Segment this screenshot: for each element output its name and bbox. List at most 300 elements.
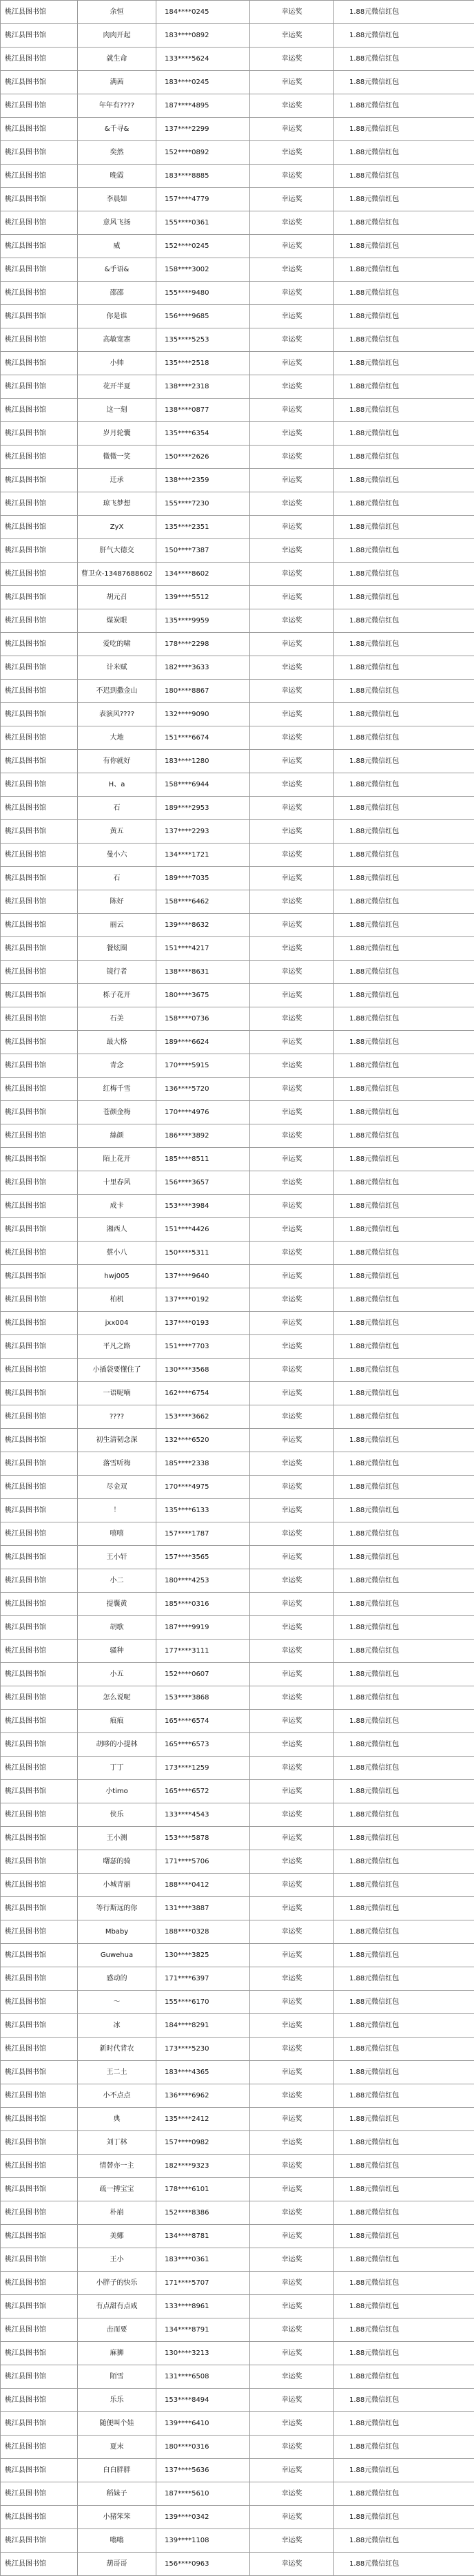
- library-cell: 桃江县图书馆: [1, 1640, 78, 1663]
- award-level-cell: 幸运奖: [250, 2459, 334, 2482]
- prize-cell: 1.88元微信红包: [334, 235, 474, 258]
- prize-cell: 1.88元微信红包: [334, 820, 474, 844]
- prize-cell: 1.88元微信红包: [334, 539, 474, 563]
- library-cell: 桃江县图书馆: [1, 2482, 78, 2506]
- nickname-cell: 小timo: [78, 1780, 156, 1803]
- library-cell: 桃江县图书馆: [1, 1476, 78, 1499]
- prize-cell: 1.88元微信红包: [334, 1476, 474, 1499]
- prize-cell: 1.88元微信红包: [334, 2108, 474, 2131]
- nickname-cell: 有点甜有点咸: [78, 2295, 156, 2318]
- nickname-cell: 等行斯远的你: [78, 1897, 156, 1920]
- phone-cell: 183****0361: [156, 2248, 250, 2272]
- table-row: [1, 469, 474, 492]
- nickname-cell: 满茜: [78, 71, 156, 94]
- phone-cell: 171****5706: [156, 1850, 250, 1874]
- award-level-cell: 幸运奖: [250, 984, 334, 1007]
- prize-cell: 1.88元微信红包: [334, 1733, 474, 1757]
- table-row: [1, 1522, 474, 1546]
- nickname-cell: 年年有????: [78, 94, 156, 118]
- phone-cell: 153****3662: [156, 1405, 250, 1429]
- prize-cell: 1.88元微信红包: [334, 2365, 474, 2389]
- library-cell: 桃江县图书馆: [1, 1429, 78, 1452]
- nickname-cell: 小胖子的快乐: [78, 2272, 156, 2295]
- prize-cell: 1.88元微信红包: [334, 1593, 474, 1616]
- table-row: [1, 94, 474, 118]
- phone-cell: 133****5624: [156, 48, 250, 71]
- prize-cell: 1.88元微信红包: [334, 2436, 474, 2459]
- award-level-cell: 幸运奖: [250, 1803, 334, 1827]
- library-cell: 桃江县图书馆: [1, 1874, 78, 1897]
- nickname-cell: ZyX: [78, 516, 156, 539]
- phone-cell: 183****0245: [156, 71, 250, 94]
- award-level-cell: 幸运奖: [250, 2342, 334, 2365]
- award-level-cell: 幸运奖: [250, 1476, 334, 1499]
- award-level-cell: 幸运奖: [250, 563, 334, 586]
- table-row: [1, 1803, 474, 1827]
- prize-cell: 1.88元微信红包: [334, 1265, 474, 1288]
- library-cell: 桃江县图书馆: [1, 1, 78, 24]
- phone-cell: 165****6572: [156, 1780, 250, 1803]
- library-cell: 桃江县图书馆: [1, 844, 78, 867]
- phone-cell: 151****6674: [156, 726, 250, 750]
- library-cell: 桃江县图书馆: [1, 24, 78, 48]
- award-level-cell: 幸运奖: [250, 2084, 334, 2108]
- table-row: [1, 516, 474, 539]
- prize-cell: 1.88元微信红包: [334, 305, 474, 328]
- library-cell: 桃江县图书馆: [1, 1967, 78, 1991]
- table-row: [1, 2436, 474, 2459]
- table-row: [1, 2506, 474, 2529]
- award-level-cell: 幸运奖: [250, 1686, 334, 1710]
- award-level-cell: 幸运奖: [250, 2553, 334, 2576]
- prize-cell: 1.88元微信红包: [334, 2248, 474, 2272]
- table-row: [1, 750, 474, 773]
- table-row: [1, 1429, 474, 1452]
- award-level-cell: 幸运奖: [250, 422, 334, 446]
- award-level-cell: 幸运奖: [250, 328, 334, 352]
- nickname-cell: 葫哥哥: [78, 2553, 156, 2576]
- library-cell: 桃江县图书馆: [1, 820, 78, 844]
- nickname-cell: 陌雪: [78, 2365, 156, 2389]
- library-cell: 桃江县图书馆: [1, 1827, 78, 1850]
- phone-cell: 131****3887: [156, 1897, 250, 1920]
- nickname-cell: 意风飞扬: [78, 211, 156, 235]
- nickname-cell: 胡歌: [78, 1616, 156, 1640]
- table-row: [1, 1382, 474, 1405]
- table-row: [1, 1733, 474, 1757]
- prize-cell: 1.88元微信红包: [334, 1920, 474, 1944]
- table-row: [1, 1640, 474, 1663]
- table-row: [1, 586, 474, 609]
- library-cell: 桃江县图书馆: [1, 399, 78, 422]
- award-level-cell: 幸运奖: [250, 235, 334, 258]
- library-cell: 桃江县图书馆: [1, 94, 78, 118]
- library-cell: 桃江县图书馆: [1, 1124, 78, 1148]
- table-row: [1, 1616, 474, 1640]
- library-cell: 桃江县图书馆: [1, 2038, 78, 2061]
- library-cell: 桃江县图书馆: [1, 1382, 78, 1405]
- nickname-cell: 晚霞: [78, 165, 156, 188]
- library-cell: 桃江县图书馆: [1, 1452, 78, 1476]
- award-level-cell: 幸运奖: [250, 1593, 334, 1616]
- phone-cell: 185****0316: [156, 1593, 250, 1616]
- nickname-cell: 有你就好: [78, 750, 156, 773]
- prize-cell: 1.88元微信红包: [334, 1007, 474, 1031]
- prize-cell: 1.88元微信红包: [334, 1967, 474, 1991]
- nickname-cell: 你是谁: [78, 305, 156, 328]
- phone-cell: 178****6101: [156, 2178, 250, 2201]
- award-level-cell: 幸运奖: [250, 1359, 334, 1382]
- phone-cell: 139****0342: [156, 2506, 250, 2529]
- nickname-cell: 稻妹子: [78, 2482, 156, 2506]
- prize-cell: 1.88元微信红包: [334, 2482, 474, 2506]
- award-level-cell: 幸运奖: [250, 820, 334, 844]
- nickname-cell: 王小轩: [78, 1546, 156, 1569]
- phone-cell: 151****4217: [156, 937, 250, 961]
- nickname-cell: 疏一搏宝宝: [78, 2178, 156, 2201]
- library-cell: 桃江县图书馆: [1, 1405, 78, 1429]
- nickname-cell: 余恒: [78, 1, 156, 24]
- phone-cell: 189****2953: [156, 797, 250, 820]
- nickname-cell: 蔡小八: [78, 1242, 156, 1265]
- nickname-cell: 嘻嘻: [78, 1522, 156, 1546]
- library-cell: 桃江县图书馆: [1, 2318, 78, 2342]
- table-row: [1, 1171, 474, 1195]
- library-cell: 桃江县图书馆: [1, 516, 78, 539]
- phone-cell: 133****4543: [156, 1803, 250, 1827]
- prize-cell: 1.88元微信红包: [334, 1359, 474, 1382]
- prize-cell: 1.88元微信红包: [334, 1827, 474, 1850]
- table-row: [1, 914, 474, 937]
- table-row: [1, 2084, 474, 2108]
- table-row: [1, 563, 474, 586]
- phone-cell: 135****2412: [156, 2108, 250, 2131]
- library-cell: 桃江县图书馆: [1, 1312, 78, 1335]
- award-level-cell: 幸运奖: [250, 1007, 334, 1031]
- phone-cell: 156****3657: [156, 1171, 250, 1195]
- table-row: [1, 2553, 474, 2576]
- phone-cell: 137****0192: [156, 1288, 250, 1312]
- award-level-cell: 幸运奖: [250, 937, 334, 961]
- phone-cell: 178****2298: [156, 633, 250, 656]
- nickname-cell: 落雪听梅: [78, 1452, 156, 1476]
- award-level-cell: 幸运奖: [250, 2272, 334, 2295]
- table-row: [1, 1897, 474, 1920]
- table-row: [1, 1124, 474, 1148]
- award-level-cell: 幸运奖: [250, 1874, 334, 1897]
- library-cell: 桃江县图书馆: [1, 586, 78, 609]
- phone-cell: 138****2318: [156, 375, 250, 399]
- phone-cell: 138****2359: [156, 469, 250, 492]
- prize-cell: 1.88元微信红包: [334, 609, 474, 633]
- phone-cell: 170****5915: [156, 1054, 250, 1078]
- award-level-cell: 幸运奖: [250, 399, 334, 422]
- nickname-cell: Guwehua: [78, 1944, 156, 1967]
- library-cell: 桃江县图书馆: [1, 703, 78, 726]
- prize-cell: 1.88元微信红包: [334, 844, 474, 867]
- prize-cell: 1.88元微信红包: [334, 797, 474, 820]
- phone-cell: 158****6944: [156, 773, 250, 797]
- table-row: [1, 2108, 474, 2131]
- phone-cell: 187****9919: [156, 1616, 250, 1640]
- nickname-cell: 邵邵: [78, 282, 156, 305]
- table-row: [1, 1405, 474, 1429]
- nickname-cell: 小猪笨笨: [78, 2506, 156, 2529]
- nickname-cell: 小帅: [78, 352, 156, 375]
- nickname-cell: 栎子花开: [78, 984, 156, 1007]
- table-row: [1, 258, 474, 282]
- library-cell: 桃江县图书馆: [1, 1850, 78, 1874]
- phone-cell: 183****4365: [156, 2061, 250, 2084]
- award-level-cell: 幸运奖: [250, 680, 334, 703]
- library-cell: 桃江县图书馆: [1, 2131, 78, 2155]
- library-cell: 桃江县图书馆: [1, 2459, 78, 2482]
- award-level-cell: 幸运奖: [250, 539, 334, 563]
- prize-cell: 1.88元微信红包: [334, 1757, 474, 1780]
- table-row: [1, 820, 474, 844]
- table-row: [1, 2295, 474, 2318]
- nickname-cell: 随便叫个娃: [78, 2412, 156, 2436]
- prize-cell: 1.88元微信红包: [334, 2084, 474, 2108]
- nickname-cell: 石美: [78, 1007, 156, 1031]
- prize-cell: 1.88元微信红包: [334, 469, 474, 492]
- prize-cell: 1.88元微信红包: [334, 1195, 474, 1218]
- table-row: [1, 1710, 474, 1733]
- prize-cell: 1.88元微信红包: [334, 1, 474, 24]
- award-level-cell: 幸运奖: [250, 446, 334, 469]
- prize-cell: 1.88元微信红包: [334, 2014, 474, 2038]
- prize-cell: 1.88元微信红包: [334, 375, 474, 399]
- table-row: [1, 1452, 474, 1476]
- table-row: [1, 1569, 474, 1593]
- table-row: [1, 2014, 474, 2038]
- award-level-cell: 幸运奖: [250, 1124, 334, 1148]
- nickname-cell: 初生清韧念深: [78, 1429, 156, 1452]
- library-cell: 桃江县图书馆: [1, 2506, 78, 2529]
- nickname-cell: 威: [78, 235, 156, 258]
- phone-cell: 170****4976: [156, 1101, 250, 1124]
- nickname-cell: 餐炫圈: [78, 937, 156, 961]
- table-row: [1, 797, 474, 820]
- phone-cell: 139****1108: [156, 2529, 250, 2553]
- library-cell: 桃江县图书馆: [1, 1920, 78, 1944]
- award-level-cell: 幸运奖: [250, 1265, 334, 1288]
- phone-cell: 153****3868: [156, 1686, 250, 1710]
- phone-cell: 157****3565: [156, 1546, 250, 1569]
- prize-cell: 1.88元微信红包: [334, 937, 474, 961]
- table-row: [1, 1148, 474, 1171]
- phone-cell: 134****8791: [156, 2318, 250, 2342]
- library-cell: 桃江县图书馆: [1, 1195, 78, 1218]
- prize-cell: 1.88元微信红包: [334, 328, 474, 352]
- library-cell: 桃江县图书馆: [1, 352, 78, 375]
- award-level-cell: 幸运奖: [250, 633, 334, 656]
- nickname-cell: 絲颜: [78, 1124, 156, 1148]
- library-cell: 桃江县图书馆: [1, 258, 78, 282]
- library-cell: 桃江县图书馆: [1, 680, 78, 703]
- nickname-cell: 击而要: [78, 2318, 156, 2342]
- table-row: [1, 1944, 474, 1967]
- award-level-cell: 幸运奖: [250, 2038, 334, 2061]
- phone-cell: 170****4975: [156, 1476, 250, 1499]
- award-level-cell: 幸运奖: [250, 1078, 334, 1101]
- award-level-cell: 幸运奖: [250, 94, 334, 118]
- phone-cell: 184****8291: [156, 2014, 250, 2038]
- phone-cell: 158****0736: [156, 1007, 250, 1031]
- table-row: [1, 118, 474, 141]
- phone-cell: 152****8386: [156, 2201, 250, 2225]
- table-row: [1, 24, 474, 48]
- library-cell: 桃江县图书馆: [1, 2389, 78, 2412]
- prize-cell: 1.88元微信红包: [334, 2529, 474, 2553]
- nickname-cell: 小城青丽: [78, 1874, 156, 1897]
- phone-cell: 157****0982: [156, 2131, 250, 2155]
- table-row: [1, 48, 474, 71]
- phone-cell: 155****7230: [156, 492, 250, 516]
- award-level-cell: 幸运奖: [250, 867, 334, 890]
- library-cell: 桃江县图书馆: [1, 2412, 78, 2436]
- table-row: [1, 2061, 474, 2084]
- table-row: [1, 844, 474, 867]
- nickname-cell: 表演风????: [78, 703, 156, 726]
- nickname-cell: H、a: [78, 773, 156, 797]
- prize-cell: 1.88元微信红包: [334, 422, 474, 446]
- library-cell: 桃江县图书馆: [1, 2436, 78, 2459]
- nickname-cell: 曼小六: [78, 844, 156, 867]
- nickname-cell: Mbaby: [78, 1920, 156, 1944]
- prize-cell: 1.88元微信红包: [334, 2225, 474, 2248]
- table-row: [1, 2529, 474, 2553]
- table-row: [1, 1007, 474, 1031]
- award-level-cell: 幸运奖: [250, 141, 334, 165]
- nickname-cell: 胡元召: [78, 586, 156, 609]
- phone-cell: 185****2338: [156, 1452, 250, 1476]
- prize-cell: 1.88元微信红包: [334, 492, 474, 516]
- phone-cell: 151****4426: [156, 1218, 250, 1242]
- library-cell: 桃江县图书馆: [1, 1054, 78, 1078]
- table-row: [1, 1780, 474, 1803]
- award-level-cell: 幸运奖: [250, 305, 334, 328]
- table-row: [1, 1359, 474, 1382]
- prize-cell: 1.88元微信红包: [334, 1499, 474, 1522]
- award-level-cell: 幸运奖: [250, 1218, 334, 1242]
- table-row: [1, 539, 474, 563]
- prize-cell: 1.88元微信红包: [334, 1031, 474, 1054]
- phone-cell: 171****5707: [156, 2272, 250, 2295]
- award-level-cell: 幸运奖: [250, 2248, 334, 2272]
- phone-cell: 138****0877: [156, 399, 250, 422]
- prize-cell: 1.88元微信红包: [334, 1335, 474, 1359]
- nickname-cell: 计米赋: [78, 656, 156, 680]
- nickname-cell: 美娜: [78, 2225, 156, 2248]
- table-row: [1, 2318, 474, 2342]
- library-cell: 桃江县图书馆: [1, 1663, 78, 1686]
- library-cell: 桃江县图书馆: [1, 2155, 78, 2178]
- library-cell: 桃江县图书馆: [1, 422, 78, 446]
- nickname-cell: 乐乐: [78, 2389, 156, 2412]
- nickname-cell: 朴崩: [78, 2201, 156, 2225]
- library-cell: 桃江县图书馆: [1, 1522, 78, 1546]
- table-row: [1, 890, 474, 914]
- phone-cell: 155****9480: [156, 282, 250, 305]
- library-cell: 桃江县图书馆: [1, 282, 78, 305]
- library-cell: 桃江县图书馆: [1, 1265, 78, 1288]
- table-row: [1, 984, 474, 1007]
- phone-cell: 184****0245: [156, 1, 250, 24]
- phone-cell: 134****8602: [156, 563, 250, 586]
- phone-cell: 165****6573: [156, 1733, 250, 1757]
- award-level-cell: 幸运奖: [250, 844, 334, 867]
- library-cell: 桃江县图书馆: [1, 1288, 78, 1312]
- prize-cell: 1.88元微信红包: [334, 2506, 474, 2529]
- nickname-cell: 石: [78, 867, 156, 890]
- table-row: [1, 71, 474, 94]
- prize-cell: 1.88元微信红包: [334, 563, 474, 586]
- nickname-cell: 小不点点: [78, 2084, 156, 2108]
- table-row: [1, 422, 474, 446]
- winners-table-body: [1, 1, 474, 2576]
- table-row: [1, 446, 474, 469]
- library-cell: 桃江县图书馆: [1, 305, 78, 328]
- phone-cell: 158****3002: [156, 258, 250, 282]
- table-row: [1, 2272, 474, 2295]
- award-level-cell: 幸运奖: [250, 609, 334, 633]
- award-level-cell: 幸运奖: [250, 890, 334, 914]
- nickname-cell: 黄五: [78, 820, 156, 844]
- phone-cell: 188****0328: [156, 1920, 250, 1944]
- prize-cell: 1.88元微信红包: [334, 2459, 474, 2482]
- library-cell: 桃江县图书馆: [1, 1171, 78, 1195]
- phone-cell: 153****5878: [156, 1827, 250, 1850]
- award-level-cell: 幸运奖: [250, 1171, 334, 1195]
- nickname-cell: 麻狮: [78, 2342, 156, 2365]
- table-row: [1, 773, 474, 797]
- library-cell: 桃江县图书馆: [1, 211, 78, 235]
- nickname-cell: 平凡之路: [78, 1335, 156, 1359]
- library-cell: 桃江县图书馆: [1, 1686, 78, 1710]
- award-level-cell: 幸运奖: [250, 1640, 334, 1663]
- phone-cell: 135****6133: [156, 1499, 250, 1522]
- table-row: [1, 961, 474, 984]
- prize-cell: 1.88元微信红包: [334, 165, 474, 188]
- phone-cell: 157****1787: [156, 1522, 250, 1546]
- phone-cell: 135****2351: [156, 516, 250, 539]
- library-cell: 桃江县图书馆: [1, 961, 78, 984]
- prize-cell: 1.88元微信红包: [334, 1874, 474, 1897]
- award-level-cell: 幸运奖: [250, 1944, 334, 1967]
- phone-cell: 180****8867: [156, 680, 250, 703]
- library-cell: 桃江县图书馆: [1, 1944, 78, 1967]
- phone-cell: 156****0963: [156, 2553, 250, 2576]
- phone-cell: 152****0892: [156, 141, 250, 165]
- prize-cell: 1.88元微信红包: [334, 961, 474, 984]
- phone-cell: 185****8511: [156, 1148, 250, 1171]
- library-cell: 桃江县图书馆: [1, 1757, 78, 1780]
- award-level-cell: 幸运奖: [250, 165, 334, 188]
- library-cell: 桃江县图书馆: [1, 1780, 78, 1803]
- award-level-cell: 幸运奖: [250, 1148, 334, 1171]
- table-row: [1, 2178, 474, 2201]
- prize-cell: 1.88元微信红包: [334, 586, 474, 609]
- library-cell: 桃江县图书馆: [1, 867, 78, 890]
- phone-cell: 136****5720: [156, 1078, 250, 1101]
- library-cell: 桃江县图书馆: [1, 446, 78, 469]
- library-cell: 桃江县图书馆: [1, 2084, 78, 2108]
- award-level-cell: 幸运奖: [250, 469, 334, 492]
- nickname-cell: 曙瑟的骑: [78, 1850, 156, 1874]
- table-row: [1, 656, 474, 680]
- nickname-cell: 不迟到撒金山: [78, 680, 156, 703]
